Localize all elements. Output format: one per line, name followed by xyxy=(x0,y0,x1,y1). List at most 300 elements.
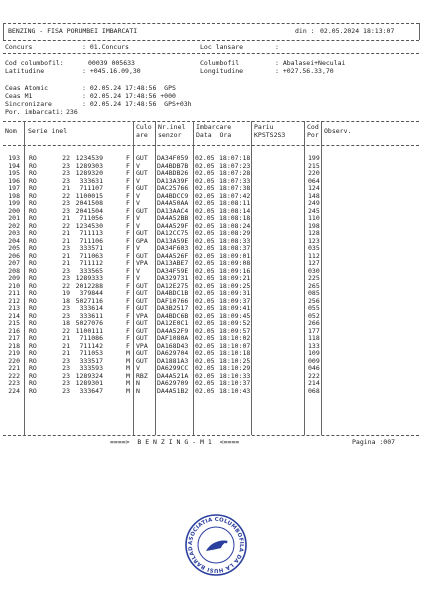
row-ring-number: 333565 xyxy=(79,266,103,275)
row-date: 02.05 xyxy=(195,371,215,380)
row-sensor: DA34F059 xyxy=(157,154,189,162)
row-nom: 215 xyxy=(8,319,20,327)
row-nom: 197 xyxy=(8,184,20,192)
row-sensor: DA4A50AA xyxy=(157,199,189,207)
row-year: 21 xyxy=(62,184,70,192)
row-sex: F xyxy=(126,266,130,275)
row-sex: M xyxy=(126,379,130,387)
row-color: GUT xyxy=(136,281,148,290)
latitudine-label: Latitudine xyxy=(5,67,45,75)
row-color: VPA xyxy=(136,311,148,320)
row-sensor: DA4A521A xyxy=(157,371,189,380)
row-sensor: DA13ABE7 xyxy=(157,259,189,267)
row-sensor: DA13A39F xyxy=(157,176,189,185)
row-year: 21 xyxy=(62,334,70,342)
row-nom: 199 xyxy=(8,199,20,207)
header-top-rule xyxy=(3,23,419,24)
row-color: GUT xyxy=(136,304,148,312)
col-sep-3 xyxy=(155,121,156,435)
columbofil-value: : Abalasei+Neculai xyxy=(275,59,346,67)
col-sep-1 xyxy=(24,121,25,435)
cod-columbofil-label: Cod columbofil: xyxy=(5,59,64,67)
loc-lansare-label: Loc lansare xyxy=(200,43,244,51)
row-ring-number: 333517 xyxy=(79,356,103,365)
row-country: RO xyxy=(29,184,37,192)
row-color: GPA xyxy=(136,236,148,245)
row-year: 19 xyxy=(62,289,70,297)
row-year: 23 xyxy=(62,199,70,207)
row-ring-number: 2041504 xyxy=(75,206,103,215)
row-country: RO xyxy=(29,244,37,252)
row-nom: 200 xyxy=(8,206,20,215)
date-value: 02.05.2024 18:13:07 xyxy=(320,27,395,35)
row-year: 18 xyxy=(62,296,70,305)
row-year: 23 xyxy=(62,356,70,365)
row-nom: 218 xyxy=(8,341,20,350)
row-year: 21 xyxy=(62,259,70,267)
row-code: 128 xyxy=(308,229,320,237)
row-nom: 224 xyxy=(8,386,20,395)
row-year: 21 xyxy=(62,236,70,245)
concurs-label: Concurs xyxy=(5,43,33,51)
row-color: V xyxy=(136,221,140,230)
row-sensor: DAF1080A xyxy=(157,334,189,342)
row-color: GUT xyxy=(136,206,148,215)
row-ring-number: 333631 xyxy=(79,176,103,185)
row-time: 18:10:29 xyxy=(219,364,251,372)
row-sensor: DA4BDCC9 xyxy=(157,191,189,200)
row-sensor: DA34F603 xyxy=(157,244,189,252)
col-header-pariu-1: Pariu xyxy=(254,123,274,131)
col-header-pariu-2: KPSTS2S3 xyxy=(254,131,286,139)
row-country: RO xyxy=(29,364,37,372)
row-year: 21 xyxy=(62,341,70,350)
row-year: 23 xyxy=(62,379,70,387)
row-color: GUT xyxy=(136,154,148,162)
latitudine-value: : +045.16.09,30 xyxy=(82,67,141,75)
row-code: 068 xyxy=(308,386,320,395)
row-country: RO xyxy=(29,349,37,357)
row-nom: 214 xyxy=(8,311,20,320)
pigeon-icon xyxy=(206,540,228,551)
row-ring-number: 711056 xyxy=(79,214,103,222)
row-ring-number: 1234539 xyxy=(75,154,103,162)
row-year: 23 xyxy=(62,274,70,282)
row-code: 124 xyxy=(308,184,320,192)
row-sex: F xyxy=(126,229,130,237)
row-sex: F xyxy=(126,214,130,222)
row-color: N xyxy=(136,386,140,395)
row-time: 18:09:01 xyxy=(219,251,251,260)
row-country: RO xyxy=(29,154,37,162)
loc-lansare-value: : xyxy=(275,43,279,51)
row-year: 22 xyxy=(62,326,70,335)
row-time: 18:08:11 xyxy=(219,199,251,207)
row-code: 220 xyxy=(308,169,320,177)
row-date: 02.05 xyxy=(195,274,215,282)
header-right-border xyxy=(419,23,420,40)
row-date: 02.05 xyxy=(195,304,215,312)
row-country: RO xyxy=(29,191,37,200)
row-year: 21 xyxy=(62,349,70,357)
row-color: V xyxy=(136,364,140,372)
row-color: V xyxy=(136,214,140,222)
columbofil-label: Columbofil xyxy=(200,59,240,67)
row-sex: F xyxy=(126,184,130,192)
row-country: RO xyxy=(29,161,37,170)
row-ring-number: 333614 xyxy=(79,304,103,312)
row-color: GUT xyxy=(136,296,148,305)
col-header-culoare-2: are xyxy=(136,131,148,139)
row-ring-number: 711106 xyxy=(79,236,103,245)
row-sex: F xyxy=(126,281,130,290)
row-nom: 216 xyxy=(8,326,20,335)
row-year: 23 xyxy=(62,371,70,380)
row-time: 18:09:25 xyxy=(219,281,251,290)
row-ring-number: 711063 xyxy=(79,251,103,260)
row-country: RO xyxy=(29,281,37,290)
row-nom: 213 xyxy=(8,304,20,312)
row-color: V xyxy=(136,266,140,275)
row-code: 133 xyxy=(308,341,320,350)
row-time: 18:10:18 xyxy=(219,349,251,357)
row-time: 18:09:41 xyxy=(219,304,251,312)
longitudine-value: : +027.56.33,70 xyxy=(275,67,334,75)
row-sensor: DA4A526F xyxy=(157,251,189,260)
row-nom: 201 xyxy=(8,214,20,222)
row-year: 21 xyxy=(62,229,70,237)
row-ring-number: 1289333 xyxy=(75,274,103,282)
row-sex: F xyxy=(126,244,130,252)
row-color: VPA xyxy=(136,341,148,350)
ceas-atomic-value: : 02.05.24 17:48:56 GPS xyxy=(82,84,176,92)
col-header-imbarcare-1: Imbarcare xyxy=(196,123,232,131)
table-header-rule xyxy=(3,145,419,146)
row-country: RO xyxy=(29,251,37,260)
row-date: 02.05 xyxy=(195,191,215,200)
row-year: 22 xyxy=(62,281,70,290)
row-ring-number: 1289324 xyxy=(75,371,103,380)
row-date: 02.05 xyxy=(195,334,215,342)
longitudine-label: Longitudine xyxy=(200,67,244,75)
row-ring-number: 1234530 xyxy=(75,221,103,230)
row-date: 02.05 xyxy=(195,206,215,215)
sincronizare-label: Sincronizare xyxy=(5,100,52,108)
row-time: 18:09:57 xyxy=(219,326,251,335)
row-code: 266 xyxy=(308,319,320,327)
row-time: 18:08:24 xyxy=(219,221,251,230)
concurs-value: : 01.Concurs xyxy=(82,43,129,51)
row-ring-number: 333571 xyxy=(79,244,103,252)
row-nom: 196 xyxy=(8,176,20,185)
row-sensor: DA4A51B2 xyxy=(157,386,189,395)
row-sex: M xyxy=(126,349,130,357)
col-header-cod-1: Cod xyxy=(307,123,319,131)
row-sensor: DA13AAC4 xyxy=(157,206,189,215)
row-ring-number: 379844 xyxy=(79,289,103,297)
row-ring-number: 2041508 xyxy=(75,199,103,207)
row-time: 18:10:02 xyxy=(219,334,251,342)
row-date: 02.05 xyxy=(195,349,215,357)
row-code: 123 xyxy=(308,236,320,245)
row-sex: F xyxy=(126,334,130,342)
row-sensor: DA12CC75 xyxy=(157,229,189,237)
row-ring-number: 333593 xyxy=(79,364,103,372)
row-sex: F xyxy=(126,169,130,177)
row-sensor: DA34F59E xyxy=(157,266,189,275)
row-code: 245 xyxy=(308,206,320,215)
header-bottom-rule xyxy=(3,40,419,41)
row-nom: 223 xyxy=(8,379,20,387)
col-sep-4 xyxy=(193,121,194,435)
row-sensor: DA329731 xyxy=(157,274,189,282)
row-year: 23 xyxy=(62,386,70,395)
row-color: N xyxy=(136,379,140,387)
row-code: 127 xyxy=(308,259,320,267)
row-color: GUT xyxy=(136,349,148,357)
row-nom: 217 xyxy=(8,334,20,342)
row-nom: 207 xyxy=(8,259,20,267)
row-country: RO xyxy=(29,341,37,350)
row-date: 02.05 xyxy=(195,161,215,170)
row-time: 18:07:23 xyxy=(219,161,251,170)
row-country: RO xyxy=(29,221,37,230)
row-sensor: DA1881A3 xyxy=(157,356,189,365)
row-time: 18:08:18 xyxy=(219,214,251,222)
row-ring-number: 5027076 xyxy=(75,319,103,327)
row-sex: M xyxy=(126,371,130,380)
row-sex: M xyxy=(126,356,130,365)
row-date: 02.05 xyxy=(195,266,215,275)
row-color: V xyxy=(136,161,140,170)
row-sex: F xyxy=(126,319,130,327)
row-sex: F xyxy=(126,161,130,170)
row-code: 199 xyxy=(308,154,320,162)
row-country: RO xyxy=(29,386,37,395)
row-code: 030 xyxy=(308,266,320,275)
row-country: RO xyxy=(29,334,37,342)
row-date: 02.05 xyxy=(195,184,215,192)
row-nom: 212 xyxy=(8,296,20,305)
row-sex: F xyxy=(126,154,130,162)
row-ring-number: 5027116 xyxy=(75,296,103,305)
row-time: 18:09:45 xyxy=(219,311,251,320)
row-sensor: DA12E275 xyxy=(157,281,189,290)
row-sex: F xyxy=(126,236,130,245)
row-year: 23 xyxy=(62,169,70,177)
por-imbarcati-value: 236 xyxy=(66,108,78,116)
row-date: 02.05 xyxy=(195,281,215,290)
row-sex: F xyxy=(126,206,130,215)
row-color: GUT xyxy=(136,169,148,177)
row-ring-number: 711053 xyxy=(79,349,103,357)
row-country: RO xyxy=(29,199,37,207)
row-country: RO xyxy=(29,296,37,305)
row-year: 22 xyxy=(62,154,70,162)
row-code: 214 xyxy=(308,379,320,387)
row-nom: 222 xyxy=(8,371,20,380)
row-date: 02.05 xyxy=(195,311,215,320)
row-code: 222 xyxy=(308,371,320,380)
sincronizare-value: : 02.05.24 17:48:56 GPS+03h xyxy=(82,100,192,108)
row-nom: 193 xyxy=(8,154,20,162)
row-code: 035 xyxy=(308,244,320,252)
row-country: RO xyxy=(29,169,37,177)
col-sep-2 xyxy=(133,121,134,435)
row-ring-number: 1100015 xyxy=(75,191,103,200)
row-time: 18:08:29 xyxy=(219,229,251,237)
row-country: RO xyxy=(29,176,37,185)
row-country: RO xyxy=(29,326,37,335)
row-nom: 203 xyxy=(8,229,20,237)
row-nom: 219 xyxy=(8,349,20,357)
row-year: 23 xyxy=(62,206,70,215)
row-year: 18 xyxy=(62,319,70,327)
footer-banner: ====> B E N Z I N G - M 1 <==== xyxy=(110,438,240,446)
row-nom: 211 xyxy=(8,289,20,297)
row-date: 02.05 xyxy=(195,356,215,365)
row-date: 02.05 xyxy=(195,214,215,222)
row-sex: F xyxy=(126,326,130,335)
row-country: RO xyxy=(29,371,37,380)
row-ring-number: 333611 xyxy=(79,311,103,320)
row-color: GUT xyxy=(136,289,148,297)
row-year: 22 xyxy=(62,191,70,200)
row-country: RO xyxy=(29,266,37,275)
row-sex: M xyxy=(126,386,130,395)
row-country: RO xyxy=(29,214,37,222)
row-sensor: DA6299CC xyxy=(157,364,189,372)
col-header-nom: Nom xyxy=(5,127,17,135)
row-ring-number: 711113 xyxy=(79,229,103,237)
row-date: 02.05 xyxy=(195,319,215,327)
row-color: GUT xyxy=(136,184,148,192)
row-code: 177 xyxy=(308,326,320,335)
col-header-serie: Serie inel xyxy=(28,127,68,135)
row-date: 02.05 xyxy=(195,386,215,395)
row-sensor: DA4BDB7B xyxy=(157,161,189,170)
row-sensor: DA3B2517 xyxy=(157,304,189,312)
row-sensor: DA629704 xyxy=(157,349,189,357)
row-date: 02.05 xyxy=(195,244,215,252)
row-time: 18:08:37 xyxy=(219,244,251,252)
row-nom: 194 xyxy=(8,161,20,170)
row-sex: F xyxy=(126,341,130,350)
row-time: 18:07:18 xyxy=(219,154,251,162)
header-left-border xyxy=(3,23,4,40)
row-time: 18:09:16 xyxy=(219,266,251,275)
row-code: 009 xyxy=(308,356,320,365)
row-ring-number: 711112 xyxy=(79,259,103,267)
col-header-observ: Observ. xyxy=(324,127,352,135)
row-color: GUT xyxy=(136,251,148,260)
row-ring-number: 711107 xyxy=(79,184,103,192)
row-sex: F xyxy=(126,289,130,297)
row-sensor: DA4BDC1B xyxy=(157,289,189,297)
row-time: 18:09:21 xyxy=(219,274,251,282)
row-color: V xyxy=(136,244,140,252)
row-color: GUT xyxy=(136,356,148,365)
row-nom: 195 xyxy=(8,169,20,177)
row-sex: F xyxy=(126,296,130,305)
row-color: GUT xyxy=(136,326,148,335)
row-date: 02.05 xyxy=(195,221,215,230)
row-code: 085 xyxy=(308,289,320,297)
row-ring-number: 1289301 xyxy=(75,379,103,387)
row-time: 18:07:33 xyxy=(219,176,251,185)
row-ring-number: 1289303 xyxy=(75,161,103,170)
row-code: 256 xyxy=(308,296,320,305)
row-year: 22 xyxy=(62,221,70,230)
por-imbarcati-label: Por. imbarcati: xyxy=(5,108,64,116)
row-sex: F xyxy=(126,191,130,200)
row-year: 23 xyxy=(62,176,70,185)
row-color: V xyxy=(136,199,140,207)
row-country: RO xyxy=(29,236,37,245)
row-date: 02.05 xyxy=(195,289,215,297)
row-nom: 206 xyxy=(8,251,20,260)
row-date: 02.05 xyxy=(195,229,215,237)
row-time: 18:10:43 xyxy=(219,386,251,395)
row-year: 23 xyxy=(62,364,70,372)
ceas-atomic-label: Ceas Atomic xyxy=(5,84,49,92)
row-time: 18:10:25 xyxy=(219,356,251,365)
association-stamp xyxy=(184,513,248,577)
ceas-m1-value: : 02.05.24 17:48:56 +000 xyxy=(82,92,176,100)
row-color: VPA xyxy=(136,259,148,267)
row-year: 21 xyxy=(62,251,70,260)
row-country: RO xyxy=(29,289,37,297)
col-header-culoare-1: Culo xyxy=(136,123,152,131)
row-sex: F xyxy=(126,311,130,320)
stamp-text: ASOCIATIA COLUMBOFILA DA LA HUSI BARLAD xyxy=(187,516,245,574)
row-nom: 208 xyxy=(8,266,20,275)
row-code: 215 xyxy=(308,161,320,170)
row-sex: F xyxy=(126,199,130,207)
row-sex: F xyxy=(126,304,130,312)
document-title: BENZING - FISA PORUMBEI IMBARCATI xyxy=(8,27,138,35)
row-nom: 221 xyxy=(8,364,20,372)
row-code: 064 xyxy=(308,176,320,185)
row-sensor: DA12E0C1 xyxy=(157,319,189,327)
row-nom: 202 xyxy=(8,221,20,230)
row-ring-number: 333647 xyxy=(79,386,103,395)
row-country: RO xyxy=(29,304,37,312)
row-date: 02.05 xyxy=(195,296,215,305)
row-time: 18:07:42 xyxy=(219,191,251,200)
row-code: 046 xyxy=(308,364,320,372)
row-date: 02.05 xyxy=(195,236,215,245)
table-bottom-rule xyxy=(3,435,419,436)
row-nom: 220 xyxy=(8,356,20,365)
row-sex: F xyxy=(126,274,130,282)
row-country: RO xyxy=(29,356,37,365)
row-code: 109 xyxy=(308,349,320,357)
row-ring-number: 1100111 xyxy=(75,326,103,335)
row-time: 18:08:33 xyxy=(219,236,251,245)
row-color: GUT xyxy=(136,319,148,327)
row-sex: F xyxy=(126,176,130,185)
row-code: 148 xyxy=(308,191,320,200)
row-color: V xyxy=(136,191,140,200)
row-color: RBZ xyxy=(136,371,148,380)
row-code: 118 xyxy=(308,334,320,342)
row-nom: 205 xyxy=(8,244,20,252)
row-date: 02.05 xyxy=(195,251,215,260)
page-number: Pagina :007 xyxy=(352,438,396,446)
row-year: 23 xyxy=(62,311,70,320)
row-code: 052 xyxy=(308,311,320,320)
